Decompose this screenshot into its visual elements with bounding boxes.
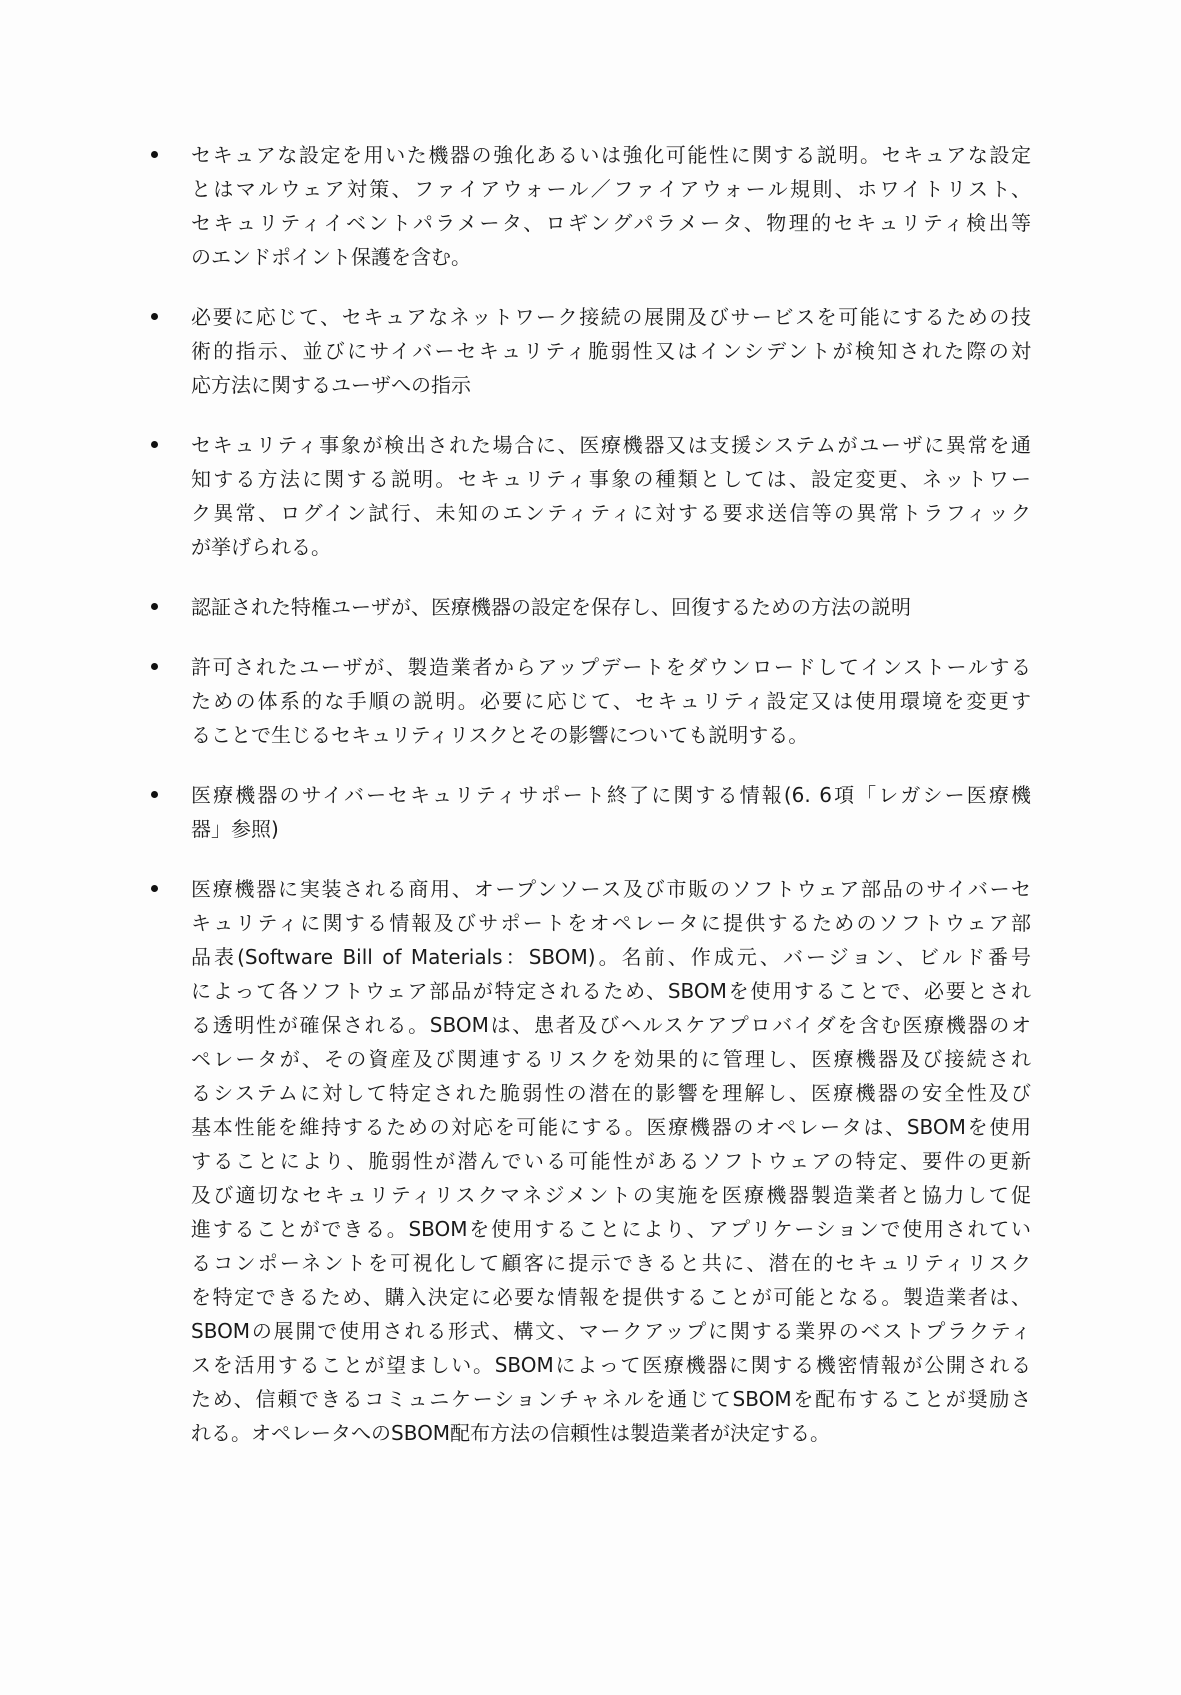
- text-line: によって各ソフトウェア部品が特定されるため、SBOMを使用することで、必要とされ: [191, 979, 1031, 1003]
- text-line: セキュリティ事象が検出された場合に、医療機器又は支援システムがユーザに異常を通: [191, 433, 1031, 457]
- text-line: のエンドポイント保護を含む。: [191, 245, 471, 269]
- list-item-text: [191, 650, 1031, 752]
- text-line: 認証された特権ユーザが、医療機器の設定を保存し、回復するための方法の説明: [191, 595, 911, 619]
- list-item: [0, 872, 1181, 1450]
- bullet-icon: [151, 313, 158, 320]
- text-line: とはマルウェア対策、ファイアウォール／ファイアウォール規則、ホワイトリスト、: [191, 177, 1031, 201]
- text-line: することにより、脆弱性が潜んでいる可能性があるソフトウェアの特定、要件の更新: [191, 1149, 1031, 1173]
- text-line: 医療機器に実装される商用、オープンソース及び市販のソフトウェア部品のサイバーセ: [191, 877, 1031, 901]
- text-line: を特定できるため、購入決定に必要な情報を提供することが可能となる。製造業者は、: [191, 1285, 1031, 1309]
- text-line: セキュアな設定を用いた機器の強化あるいは強化可能性に関する説明。セキュアな設定: [191, 143, 1031, 167]
- list-item: [0, 138, 1181, 274]
- bullet-icon: [151, 603, 158, 610]
- text-line: ための体系的な手順の説明。必要に応じて、セキュリティ設定又は使用環境を変更す: [191, 689, 1031, 713]
- text-line: ペレータが、その資産及び関連するリスクを効果的に管理し、医療機器及び接続され: [191, 1047, 1031, 1071]
- list-item-text: [191, 428, 1031, 564]
- text-line: 必要に応じて、セキュアなネットワーク接続の展開及びサービスを可能にするための技: [191, 305, 1031, 329]
- bullet-list: [0, 138, 1181, 1476]
- list-item: [0, 590, 1181, 624]
- text-line: 許可されたユーザが、製造業者からアップデートをダウンロードしてインストールする: [191, 655, 1031, 679]
- list-item: [0, 650, 1181, 752]
- text-line: 進することができる。SBOMを使用することにより、アプリケーションで使用されてい: [191, 1217, 1031, 1241]
- list-item: [0, 300, 1181, 402]
- text-line: が挙げられる。: [191, 535, 331, 559]
- bullet-icon: [151, 663, 158, 670]
- bullet-icon: [151, 791, 158, 798]
- text-line: ク異常、ログイン試行、未知のエンティティに対する要求送信等の異常トラフィック: [191, 501, 1031, 525]
- text-line: る透明性が確保される。SBOMは、患者及びヘルスケアプロバイダを含む医療機器のオ: [191, 1013, 1031, 1037]
- list-item: [0, 428, 1181, 564]
- text-line: セキュリティイベントパラメータ、ロギングパラメータ、物理的セキュリティ検出等: [191, 211, 1031, 235]
- text-line: 及び適切なセキュリティリスクマネジメントの実施を医療機器製造業者と協力して促: [191, 1183, 1031, 1207]
- text-line: ることで生じるセキュリティリスクとその影響についても説明する。: [191, 723, 809, 747]
- list-item: [0, 778, 1181, 846]
- list-item-text: [191, 300, 1031, 402]
- text-line: れる。オペレータへのSBOM配布方法の信頼性は製造業者が決定する。: [191, 1421, 831, 1445]
- text-line: 器」参照): [191, 817, 279, 841]
- text-line: るシステムに対して特定された脆弱性の潜在的影響を理解し、医療機器の安全性及び: [191, 1081, 1031, 1105]
- text-line: 術的指示、並びにサイバーセキュリティ脆弱性又はインシデントが検知された際の対: [191, 339, 1031, 363]
- bullet-icon: [151, 441, 158, 448]
- text-line: 知する方法に関する説明。セキュリティ事象の種類としては、設定変更、ネットワー: [191, 467, 1031, 491]
- bullet-icon: [151, 885, 158, 892]
- text-line: スを活用することが望ましい。SBOMによって医療機器に関する機密情報が公開される: [191, 1353, 1031, 1377]
- text-line: 品表(Software Bill of Materials：SBOM)。名前、作成元、バージョン、ビルド番号: [191, 945, 1031, 969]
- text-line: ため、信頼できるコミュニケーションチャネルを通じてSBOMを配布することが奨励さ: [191, 1387, 1031, 1411]
- text-line: るコンポーネントを可視化して顧客に提示できると共に、潜在的セキュリティリスク: [191, 1251, 1031, 1275]
- text-line: 医療機器のサイバーセキュリティサポート終了に関する情報(6. 6項「レガシー医療機: [191, 783, 1031, 807]
- text-line: キュリティに関する情報及びサポートをオペレータに提供するためのソフトウェア部: [191, 911, 1031, 935]
- text-line: 基本性能を維持するための対応を可能にする。医療機器のオペレータは、SBOMを使用: [191, 1115, 1031, 1139]
- list-item-text: [191, 872, 1031, 1450]
- list-item-text: [191, 590, 1031, 624]
- list-item-text: [191, 138, 1031, 274]
- bullet-icon: [151, 151, 158, 158]
- list-item-text: [191, 778, 1031, 846]
- text-line: 応方法に関するユーザへの指示: [191, 373, 471, 397]
- text-line: SBOMの展開で使用される形式、構文、マークアップに関する業界のベストプラクティ: [191, 1319, 1031, 1343]
